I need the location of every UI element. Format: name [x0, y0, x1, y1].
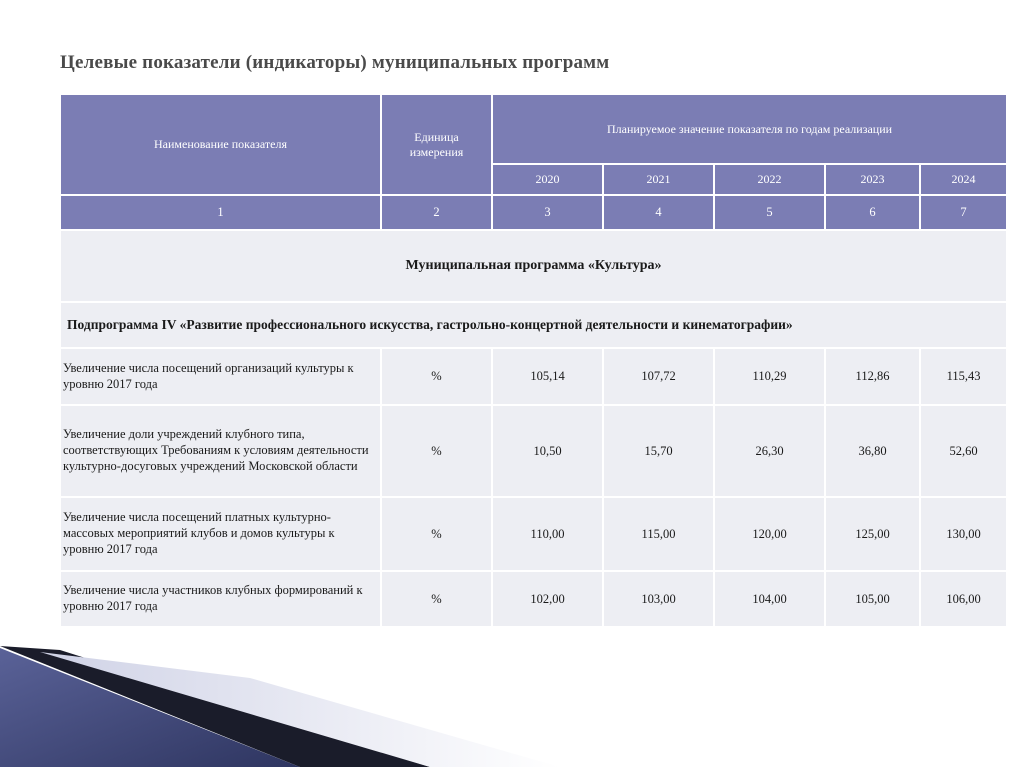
value-2021: 115,00	[603, 497, 714, 571]
value-2023: 125,00	[825, 497, 920, 571]
value-2021: 107,72	[603, 348, 714, 405]
value-2022: 104,00	[714, 571, 825, 627]
column-number: 1	[60, 195, 381, 230]
header-planned-values: Планируемое значение показателя по годам реализации	[492, 94, 1007, 164]
program-row	[60, 230, 1007, 302]
value-2022: 120,00	[714, 497, 825, 571]
header-year-2024: 2024	[920, 164, 1007, 195]
decorative-swoosh	[0, 610, 1024, 767]
value-2020: 102,00	[492, 571, 603, 627]
value-2024: 106,00	[920, 571, 1007, 627]
indicator-unit: %	[381, 405, 492, 497]
value-2022: 110,29	[714, 348, 825, 405]
value-2024: 52,60	[920, 405, 1007, 497]
header-row-main	[60, 94, 1007, 164]
column-number: 3	[492, 195, 603, 230]
value-2021: 103,00	[603, 571, 714, 627]
table-row	[60, 405, 1007, 497]
value-2023: 36,80	[825, 405, 920, 497]
table-row	[60, 497, 1007, 571]
indicator-unit: %	[381, 497, 492, 571]
subprogram-row	[60, 302, 1007, 348]
header-indicator-name: Наименование показателя	[60, 94, 381, 195]
table-row	[60, 348, 1007, 405]
value-2022: 26,30	[714, 405, 825, 497]
value-2020: 105,14	[492, 348, 603, 405]
slide-title: Целевые показатели (индикаторы) муниципальных программ	[60, 52, 610, 73]
indicator-name: Увеличение числа участников клубных формирований к уровню 2017 года	[60, 571, 381, 627]
value-2020: 110,00	[492, 497, 603, 571]
column-number: 5	[714, 195, 825, 230]
indicator-name: Увеличение числа посещений организаций культуры к уровню 2017 года	[60, 348, 381, 405]
indicator-unit: %	[381, 348, 492, 405]
column-number: 7	[920, 195, 1007, 230]
value-2024: 130,00	[920, 497, 1007, 571]
indicator-name: Увеличение доли учреждений клубного типа, соответствующих Требованиям к условиям деятельности культурно-досуговых учреждений Московской области	[60, 405, 381, 497]
header-year-2020: 2020	[492, 164, 603, 195]
value-2023: 112,86	[825, 348, 920, 405]
column-number: 4	[603, 195, 714, 230]
value-2024: 115,43	[920, 348, 1007, 405]
header-row-column-numbers	[60, 195, 1007, 230]
value-2020: 10,50	[492, 405, 603, 497]
column-number: 6	[825, 195, 920, 230]
column-number: 2	[381, 195, 492, 230]
header-unit: Единица измерения	[381, 94, 492, 195]
header-year-2023: 2023	[825, 164, 920, 195]
value-2023: 105,00	[825, 571, 920, 627]
value-2021: 15,70	[603, 405, 714, 497]
subprogram-title: Подпрограмма IV «Развитие профессионального искусства, гастрольно-концертной деятельности и кинематографии»	[60, 302, 1007, 348]
header-year-2022: 2022	[714, 164, 825, 195]
indicator-name: Увеличение числа посещений платных культурно-массовых мероприятий клубов и домов культуры к уровню 2017 года	[60, 497, 381, 571]
header-year-2021: 2021	[603, 164, 714, 195]
indicators-table	[59, 93, 1008, 628]
program-title: Муниципальная программа «Культура»	[60, 230, 1007, 302]
indicator-unit: %	[381, 571, 492, 627]
